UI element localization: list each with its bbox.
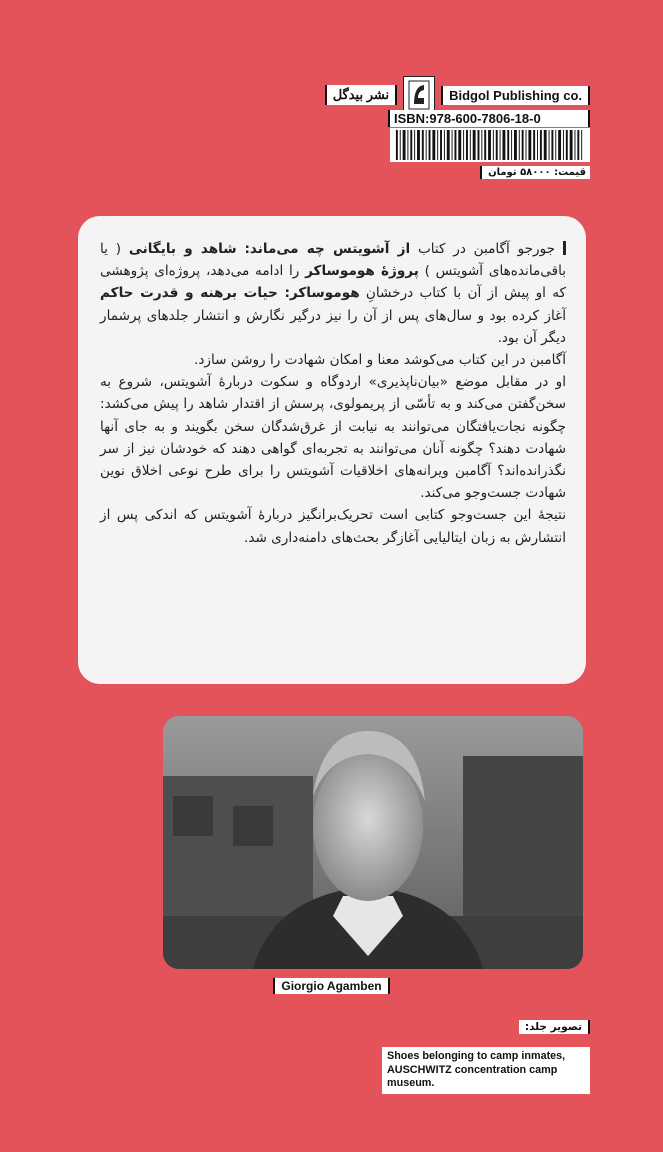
bidgol-logo-icon [403,76,435,114]
blurb-paragraph-3: او در مقابل موضع «بیان‌ناپذیری» اردوگاه و سکوت دربارهٔ آشویتس، شروع به سخن‌گفتن می‌کند و به تأسّی از پریمولوی، پرسش از اقتدار شاهد را پیش می‌کشد: چگونه نجات‌یافتگان می‌توانند به نیابت از غرق‌شدگان سخن بگویند و به جای آنها شهادت دهند؟ چگونه آنان می‌توانند به تجربه‌ای گواهی دهند که خودشان نیز از سر نگذرانده‌اند؟ آگامبن ویرانه‌های اخلاقیات آشویتس را برای طرح نوعی اخلاق نوین شهادت جست‌وجو می‌کند. [100,374,566,502]
paragraph-marker [563,241,566,255]
cover-image-label: تصویر جلد: [519,1020,590,1034]
cover-caption-line-2: AUSCHWITZ concentration camp museum. [387,1063,558,1089]
blurb-paragraph-1: جورجو آگامبن در کتاب از آشویتس چه می‌ماند: شاهد و بایگانی ( یا باقی‌مانده‌های آشویتس ) پروژهٔ هوموساکر را ادامه می‌دهد، پروژه‌ای پژوهشی که او پیش از آن با کتاب درخشانِ هوموساکر: حیات برهنه و قدرت حاکم آغاز کرده بود و سال‌های پس از آن را نیز درگیر نگارش و انتشار جلدهای پرشمار دیگر آن بود. [100,241,567,346]
author-photo [163,716,583,969]
photo-caption [0,975,663,994]
publisher-bar [325,76,590,114]
blurb-panel [78,216,586,684]
blurb-paragraph-4: نتیجهٔ این جست‌وجو کتابی است تحریک‌برانگیز دربارهٔ آشویتس که اندکی پس از انتشارش به زبان ایتالیایی آغازگر بحث‌های دامنه‌داری شد. [100,507,566,546]
publisher-name-en: Bidgol Publishing co. [441,86,590,105]
publisher-name-fa: نشر بیدگل [325,85,397,105]
blurb-paragraph-2: آگامبن در این کتاب می‌کوشد معنا و امکان شهادت را روشن سازد. [194,352,566,369]
cover-caption-line-1: Shoes belonging to camp inmates, [387,1050,566,1062]
isbn-label: ISBN:978-600-7806-18-0 [388,110,590,127]
photo-caption-text: Giorgio Agamben [273,978,389,994]
barcode [390,128,590,162]
cover-image-caption [382,1047,590,1094]
price-label: قیمت: ۵۸۰۰۰ تومان [480,166,590,179]
